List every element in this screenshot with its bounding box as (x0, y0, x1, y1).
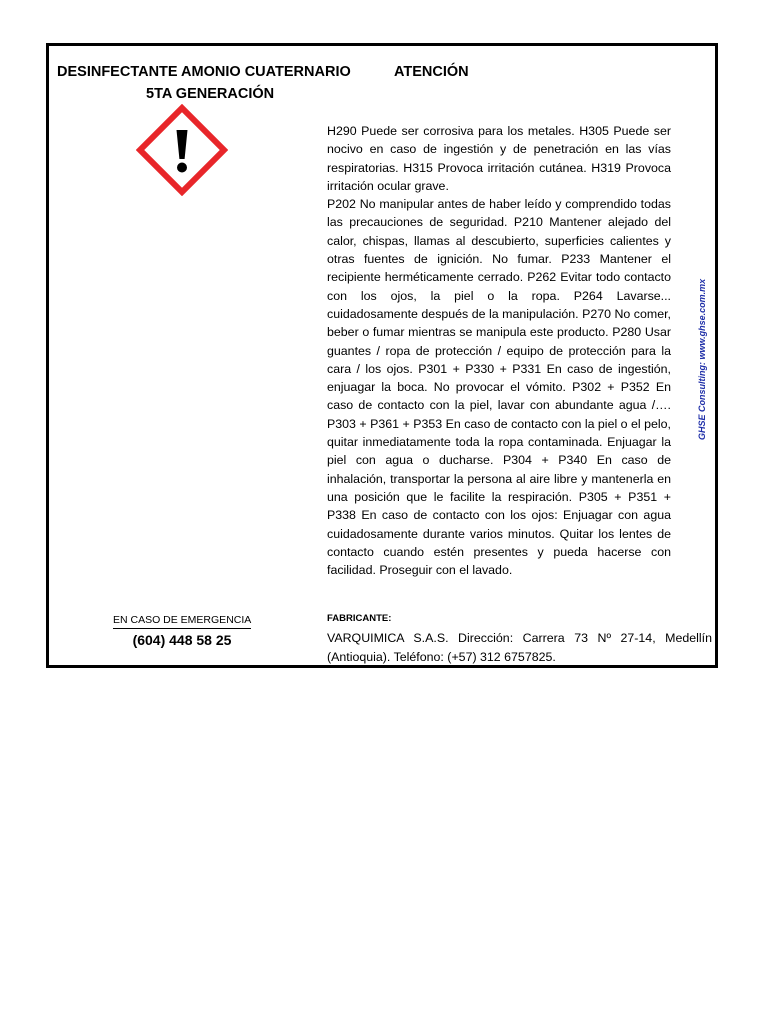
signal-word: ATENCIÓN (394, 64, 469, 80)
side-credit: GHSE Consulting: www.ghse.com.mx (697, 278, 707, 440)
hazard-and-precaution-text (327, 122, 671, 579)
hazard-statements: H290 Puede ser corrosiva para los metales. H305 Puede ser nocivo en caso de ingestión y de penetración en las vías respiratorias. H315 Provoca irritación cutánea. H319 Provoca irritación ocular grave. (327, 124, 671, 193)
product-name: DESINFECTANTE AMONIO CUATERNARIO (57, 64, 351, 80)
manufacturer-details: VARQUIMICA S.A.S. Dirección: Carrera 73 Nº 27-14, Medellín (Antioquia). Teléfono: (+57) 312 6757825. (327, 631, 712, 664)
product-generation: 5TA GENERACIÓN (146, 86, 275, 102)
exclamation-mark-hazard-icon (136, 104, 228, 196)
label-title (57, 61, 469, 102)
precautionary-statements: P202 No manipular antes de haber leído y comprendido todas las precauciones de seguridad. P210 Mantener alejado del calor, chispas, llamas al descubierto, superficies calientes y otras fuentes de ignición. No fumar. P233 Mantener el recipiente herméticamente cerrado. P262 Evitar todo contacto con los ojos, la piel o la ropa. P264 Lavarse... cuidadosamente después de la manipulación. P270 No comer, beber o fumar mientras se manipula este producto. P280 Usar guantes / ropa de protección / equipo de protección para la cara / los ojos. P301 + P330 + P331 En caso de ingestión, enjuagar la boca. No provocar el vómito. P302 + P352 En caso de contacto con la piel, lavar con abundante agua /…. P303 + P361 + P353 En caso de contacto con la piel o el pelo, quitar inmediatamente toda la ropa contaminada. Enjuagar la piel con agua o ducharse. P304 + P340 En caso de inhalación, transportar la persona al aire libre y mantenerla en una posición que le facilite la respiración. P305 + P351 + P338 En caso de contacto con los ojos: Enjuagar con agua cuidadosamente durante varios minutos. Quitar los lentes de contacto cuando estén presentes y pueda hacerse con facilidad. Proseguir con el lavado. (327, 197, 671, 578)
emergency-label: EN CASO DE EMERGENCIA (113, 614, 251, 629)
emergency-phone: (604) 448 58 25 (132, 632, 232, 648)
manufacturer-label: FABRICANTE: (327, 613, 392, 624)
